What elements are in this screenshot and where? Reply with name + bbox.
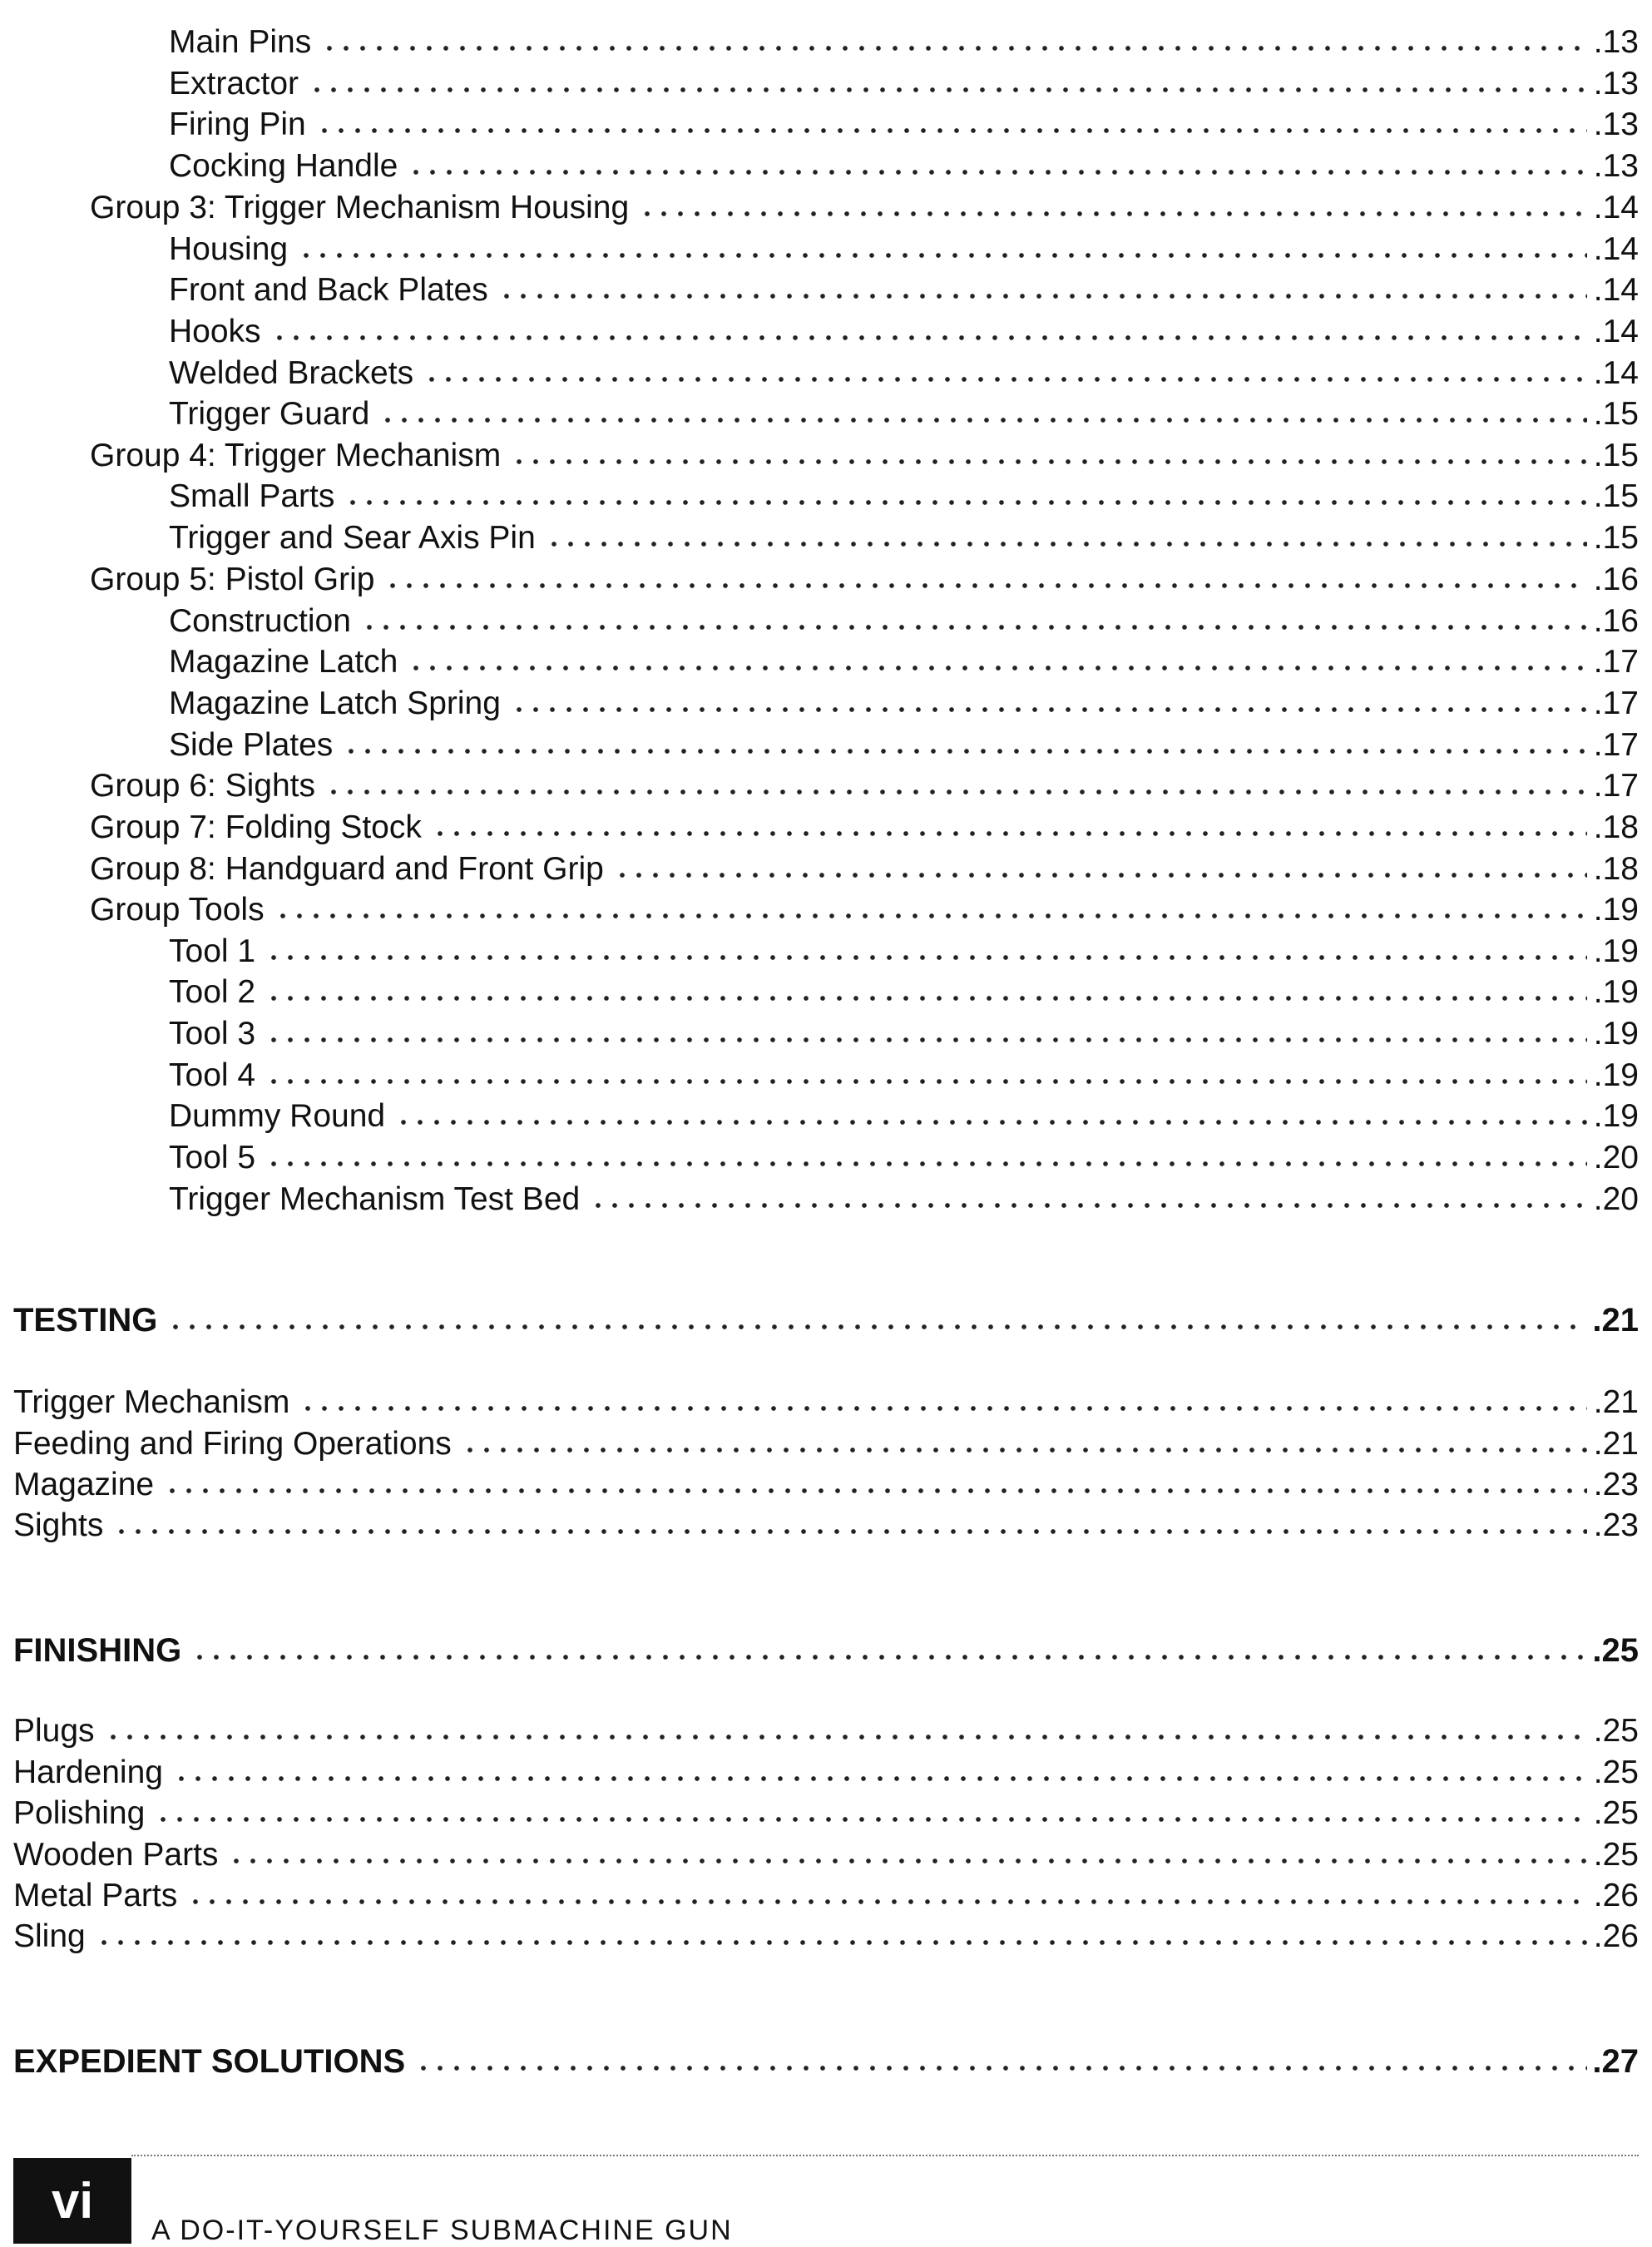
toc-entry [0,1007,1652,1050]
toc-entry-label: Trigger Mechanism [13,1384,290,1420]
dot-leader [271,334,1587,342]
toc-entry-page: .19 [1593,974,1639,1010]
toc-entry-page: .15 [1593,438,1639,473]
toc-entry-page: .21 [1593,1384,1639,1420]
toc-entry [0,1498,1652,1542]
dot-leader [96,1938,1587,1947]
dot-leader [511,705,1587,714]
toc-entry-label: Front and Back Plates [169,272,488,308]
toc-entry [0,346,1652,389]
dot-leader [415,2064,1587,2072]
toc-entry-label: Group 8: Handguard and Front Grip [90,851,604,887]
toc-entry-label: Magazine Latch [169,644,398,680]
toc-entry-page: .15 [1593,478,1639,514]
dot-leader [164,1487,1587,1495]
dot-leader [299,1404,1587,1413]
toc-entry-page: .16 [1593,562,1639,597]
dot-leader [423,375,1587,384]
dot-leader [265,1036,1587,1044]
toc-entry-page: .17 [1593,727,1639,763]
page-folio: vi [13,2158,131,2244]
footer-rule [131,2155,1639,2156]
toc-entry-label: FINISHING [13,1632,182,1669]
toc-entry [0,1828,1652,1871]
toc-entry-page: .14 [1593,190,1639,225]
dot-leader [343,747,1587,755]
toc-entry [0,800,1652,844]
toc-entry [0,635,1652,678]
toc-entry-label: Welded Brackets [169,355,414,391]
toc-entry-page: .25 [1593,1713,1639,1749]
toc-entry [0,15,1652,58]
dot-leader [275,912,1587,920]
toc-entry [0,1745,1652,1789]
toc-entry-page: .17 [1593,644,1639,680]
toc-entry [0,924,1652,968]
toc-entry-page: .19 [1593,1098,1639,1134]
toc-entry [0,57,1652,100]
toc-entry-label: Trigger Mechanism Test Bed [169,1181,581,1217]
running-title: A DO-IT-YOURSELF SUBMACHINE GUN [151,2215,733,2246]
toc-entry-label: Group 6: Sights [90,768,315,804]
toc-entry-label: Construction [169,603,351,639]
dot-leader [155,1815,1587,1824]
toc-entry-label: Side Plates [169,727,334,763]
toc-entry [0,469,1652,512]
dot-leader [309,86,1587,94]
toc-entry [0,759,1652,802]
toc-entry-page: .13 [1593,148,1639,184]
toc-entry-label: Trigger and Sear Axis Pin [169,520,536,556]
toc-entry-label: Group 7: Folding Stock [90,809,422,845]
dot-leader [167,1323,1587,1331]
toc-section-heading [0,1294,1652,1337]
toc-entry-label: TESTING [13,1302,158,1339]
toc-entry [0,1048,1652,1091]
toc-entry [0,965,1652,1008]
dot-leader [546,540,1587,548]
dot-leader [432,829,1587,838]
toc-entry-label: Housing [169,231,289,267]
toc-entry-page: .23 [1593,1467,1639,1502]
toc-entry-label: Extractor [169,66,299,101]
toc-entry-label: Sling [13,1918,86,1954]
toc-entry [0,97,1652,141]
dot-leader [265,1077,1587,1086]
toc-entry-label: Group 3: Trigger Mechanism Housing [90,190,630,225]
toc-entry [0,1375,1652,1418]
dot-leader [511,458,1587,466]
toc-entry-page: .13 [1593,66,1639,101]
toc-entry-page: .25 [1593,1795,1639,1831]
dot-leader [361,623,1587,631]
toc-entry-label: Sights [13,1507,104,1543]
toc-entry-page: .26 [1593,1918,1639,1954]
dot-leader [265,994,1587,1002]
toc-entry-page: .18 [1593,851,1639,887]
toc-entry [0,842,1652,885]
toc-entry-label: Main Pins [169,24,312,60]
toc-entry [0,594,1652,637]
toc-entry [0,181,1652,224]
dot-leader [191,1653,1587,1661]
toc-entry [0,1909,1652,1953]
toc-entry [0,552,1652,596]
dot-leader [105,1733,1587,1741]
dot-leader [639,210,1587,218]
toc-entry-label: Group 5: Pistol Grip [90,562,375,597]
toc-entry [0,676,1652,720]
toc-entry-label: Firing Pin [169,106,306,142]
toc-entry [0,304,1652,348]
dot-leader [325,788,1587,796]
toc-entry-page: .20 [1593,1140,1639,1175]
toc-entry-label: Hooks [169,314,261,349]
toc-entry-page: .13 [1593,106,1639,142]
toc-entry [0,718,1652,761]
toc-entry-label: Hardening [13,1755,163,1790]
toc-entry-page: .19 [1593,1016,1639,1052]
toc-entry-page: .15 [1593,396,1639,432]
toc-entry [0,263,1652,306]
dot-leader [187,1898,1587,1906]
toc-entry-page: .13 [1593,24,1639,60]
toc-entry-page: .14 [1593,231,1639,267]
toc-entry-page: .14 [1593,355,1639,391]
dot-leader [379,416,1587,424]
toc-entry-page: .21 [1592,1302,1639,1339]
toc-entry-label: Plugs [13,1713,95,1749]
toc-entry [0,1089,1652,1132]
toc-entry-page: .25 [1593,1755,1639,1790]
dot-leader [265,953,1587,962]
toc-entry [0,139,1652,182]
toc-entry-page: .15 [1593,520,1639,556]
toc-entry-label: Trigger Guard [169,396,370,432]
toc-entry [0,1704,1652,1747]
toc-entry-page: .27 [1592,2043,1639,2080]
toc-section-heading [0,1624,1652,1667]
toc-entry-page: .18 [1593,809,1639,845]
toc-entry [0,1417,1652,1460]
toc-entry-page: .19 [1593,933,1639,969]
dot-leader [384,582,1587,590]
dot-leader [265,1160,1587,1168]
toc-entry-label: Small Parts [169,478,335,514]
toc-entry-page: .16 [1593,603,1639,639]
toc-entry-page: .19 [1593,1057,1639,1093]
toc-entry-label: Dummy Round [169,1098,386,1134]
toc-entry-label: EXPEDIENT SOLUTIONS [13,2043,406,2080]
dot-leader [614,871,1587,879]
toc-entry-page: .26 [1593,1878,1639,1913]
toc-entry-label: Magazine Latch Spring [169,685,501,721]
dot-leader [408,664,1587,672]
toc-entry [0,1172,1652,1215]
toc-entry-label: Tool 4 [169,1057,256,1093]
toc-entry [0,1868,1652,1912]
toc-entry [0,1458,1652,1501]
toc-entry [0,1131,1652,1174]
toc-entry-page: .21 [1593,1426,1639,1462]
toc-entry [0,511,1652,554]
toc-entry-page: .14 [1593,314,1639,349]
toc-entry-page: .25 [1592,1632,1639,1669]
toc-entry-label: Tool 2 [169,974,256,1010]
toc-entry-label: Magazine [13,1467,155,1502]
toc-entry-page: .17 [1593,768,1639,804]
toc-entry-page: .20 [1593,1181,1639,1217]
dot-leader [498,292,1587,300]
toc-section-heading [0,2035,1652,2078]
toc-entry [0,883,1652,926]
dot-leader [316,126,1587,135]
toc-entry-page: .14 [1593,272,1639,308]
toc-entry-page: .19 [1593,892,1639,928]
dot-leader [462,1446,1587,1454]
toc-entry-label: Tool 5 [169,1140,256,1175]
dot-leader [395,1118,1587,1126]
toc-entry-page: .23 [1593,1507,1639,1543]
toc-entry [0,1786,1652,1829]
dot-leader [408,168,1587,176]
toc-entry-label: Group Tools [90,892,265,928]
toc-entry-page: .25 [1593,1837,1639,1873]
toc-entry [0,428,1652,472]
toc-entry [0,387,1652,430]
dot-leader [113,1527,1587,1536]
toc-entry-label: Cocking Handle [169,148,398,184]
dot-leader [298,251,1587,260]
toc-entry-page: .17 [1593,685,1639,721]
toc-entry-label: Group 4: Trigger Mechanism [90,438,502,473]
toc-entry [0,222,1652,265]
dot-leader [228,1857,1587,1865]
dot-leader [173,1774,1587,1783]
toc-entry-label: Wooden Parts [13,1837,219,1873]
toc-entry-label: Tool 3 [169,1016,256,1052]
dot-leader [344,498,1587,507]
toc-entry-label: Metal Parts [13,1878,178,1913]
dot-leader [590,1201,1587,1210]
dot-leader [321,44,1587,52]
toc-entry-label: Polishing [13,1795,146,1831]
toc-entry-label: Feeding and Firing Operations [13,1426,452,1462]
toc-entry-label: Tool 1 [169,933,256,969]
